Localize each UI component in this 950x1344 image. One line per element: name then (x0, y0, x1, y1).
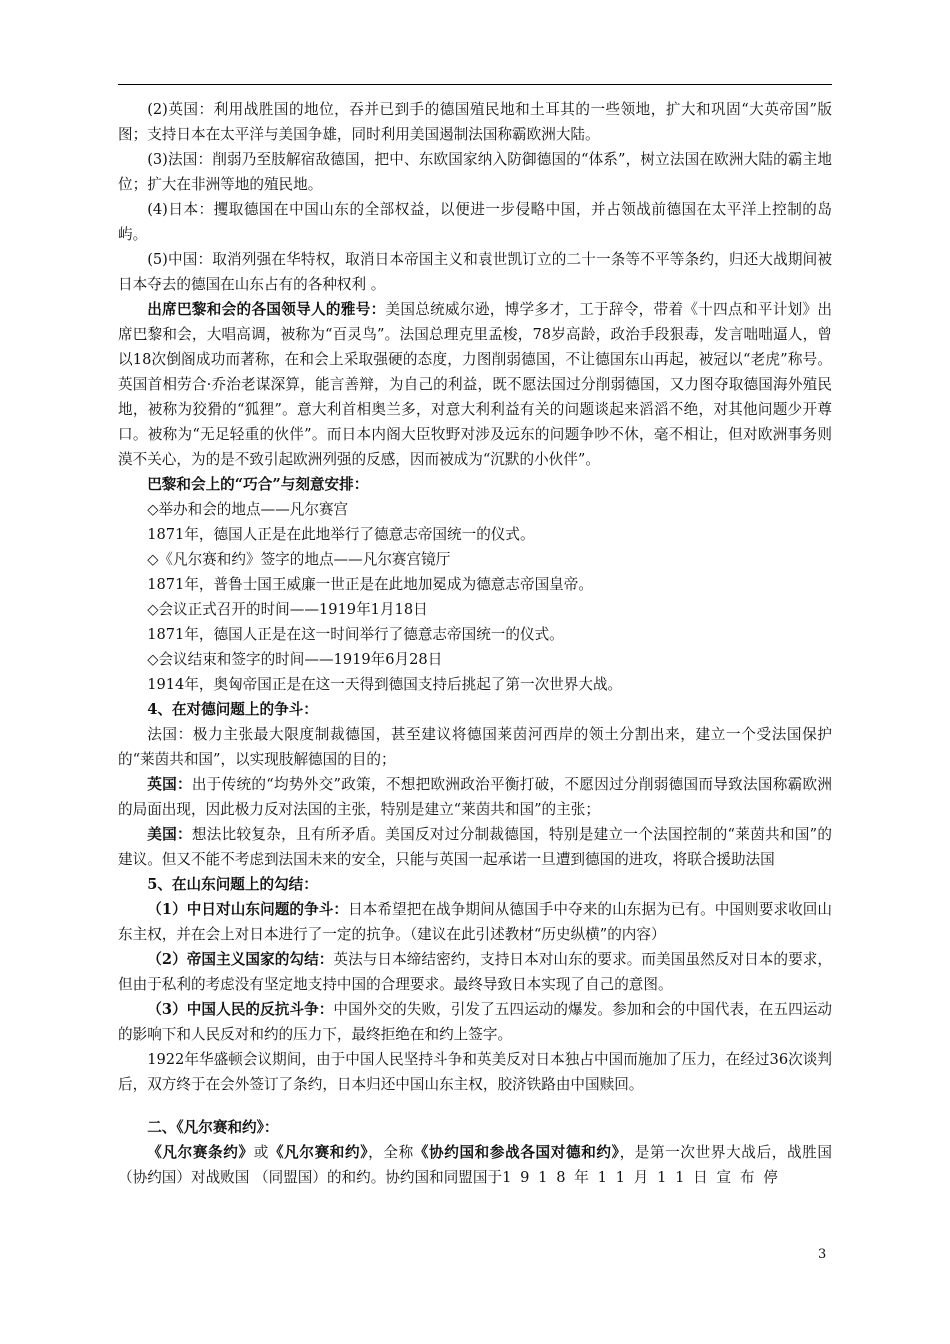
paragraph-text: ◇会议正式召开的时间——1919年1月18日 (147, 601, 428, 618)
paragraph-lead: 出席巴黎和会的各国领导人的雅号： (147, 301, 386, 318)
paragraph (118, 97, 832, 147)
paragraph-lead: 美国： (147, 826, 192, 843)
paragraph-lead: 英国： (147, 776, 192, 793)
paragraph-text: (2)英国：利用战胜国的地位，吞并已到手的德国殖民地和土耳其的一些领地，扩大和巩固“大英帝国”版图；支持日本在太平洋与美国争雄，同时利用美国遏制法国称霸欧洲大陆。 (118, 101, 832, 143)
paragraph-text: (5)中国：取消列强在华特权，取消日本帝国主义和袁世凯订立的二十一条等不平等条约，归还大战期间被日本夺去的德国在山东占有的各种权利 。 (118, 251, 832, 293)
paragraph (118, 772, 832, 822)
paragraph-lead: 巴黎和会上的“巧合”与刻意安排： (147, 476, 369, 493)
header-rule (118, 84, 832, 85)
paragraph-text: 想法比较复杂，且有所矛盾。美国反对过分制裁德国，特别是建立一个法国控制的“莱茵共和国”的建议。但又不能不考虑到法国未来的安全，只能与英国一起承诺一旦遭到德国的进攻，将联合援助法国 (118, 826, 832, 868)
paragraph (118, 197, 832, 247)
paragraph (118, 497, 832, 522)
document-body (118, 97, 832, 1190)
paragraph (118, 297, 832, 472)
paragraph (118, 1047, 832, 1097)
paragraph (118, 572, 832, 597)
paragraph (118, 247, 832, 297)
paragraph-text: 法国：极力主张最大限度制裁德国，甚至建议将德国莱茵河西岸的领土分割出来，建立一个受法国保护的“莱茵共和国”，以实现肢解德国的目的； (118, 726, 832, 768)
title-1: 《凡尔赛条约》 (147, 1144, 254, 1161)
paragraph (118, 872, 832, 897)
paragraph-text: (4)日本：攫取德国在中国山东的全部权益，以便进一步侵略中国，并占领战前德国在太平洋上控制的岛屿。 (118, 201, 832, 243)
paragraph (118, 522, 832, 547)
paragraph-text: 日本希望把在战争期间从德国手中夺来的山东据为已有。中国则要求收回山东主权，并在会上对日本进行了一定的抗争。（建议在此引述教材“历史纵横”的内容） (118, 901, 832, 943)
paragraph-text: ◇会议结束和签字的时间——1919年6月28日 (147, 651, 443, 668)
paragraph-lead: （3）中国人民的反抗斗争： (147, 1001, 334, 1018)
section2-date-text: 1918年11月11日宣布停 (502, 1169, 787, 1186)
paragraph-lead: （1）中日对山东问题的争斗： (147, 901, 349, 918)
paragraph (118, 947, 832, 997)
section2-text: ，是第一次世界大战后，战胜国 （协约国）对战败国 （同盟国）的和约。协约国和同盟国于 (118, 1144, 832, 1186)
paragraph-text: 1871年，普鲁士国王威廉一世正是在此地加冕成为德意志帝国皇帝。 (147, 576, 593, 593)
paragraph (118, 722, 832, 772)
paragraph (118, 822, 832, 872)
paragraph (118, 547, 832, 572)
paragraph-text: 英法与日本缔结密约，支持日本对山东的要求。而美国虽然反对日本的要求，但由于私利的考虑没有坚定地支持中国的合理要求。最终导致日本实现了自己的意图。 (118, 951, 833, 993)
connector-2: ，全称 (368, 1144, 414, 1161)
paragraph-text: 出于传统的“均势外交”政策，不想把欧洲政治平衡打破，不愿因过分削弱德国而导致法国称霸欧洲的局面出现，因此极力反对法国的主张，特别是建立“莱茵共和国”的主张； (118, 776, 832, 818)
title-3: 《协约国和参战各国对德和约》 (413, 1144, 620, 1161)
paragraph (118, 997, 832, 1047)
title-2: 《凡尔赛和约》 (268, 1144, 369, 1161)
paragraph-text: 中国外交的失败，引发了五四运动的爆发。参加和会的中国代表，在五四运动的影响下和人民反对和约的压力下，最终拒绝在和约上签字。 (118, 1001, 833, 1043)
paragraph (118, 597, 832, 622)
paragraph (118, 647, 832, 672)
connector-1: 或 (253, 1144, 269, 1161)
paragraph (118, 897, 832, 947)
section-heading: 二、《凡尔赛和约》： (147, 1119, 279, 1136)
paragraph-lead: 5、在山东问题上的勾结： (147, 876, 318, 893)
paragraph (118, 147, 832, 197)
paragraph (118, 697, 832, 722)
paragraph-text: ◇《凡尔赛和约》签字的地点——凡尔赛宫镜厅 (147, 551, 451, 568)
paragraph-text: 1922年华盛顿会议期间，由于中国人民坚持斗争和英美反对日本独占中国而施加了压力，在经过36次谈判后，双方终于在会外签订了条约，日本归还中国山东主权，胶济铁路由中国赎回。 (118, 1051, 832, 1093)
paragraph-text: (3)法国：削弱乃至肢解宿敌德国，把中、东欧国家纳入防御德国的“体系”，树立法国在欧洲大陆的霸主地位；扩大在非洲等地的殖民地。 (118, 151, 832, 193)
paragraph-text: 1871年，德国人正是在这一时间举行了德意志帝国统一的仪式。 (147, 626, 564, 643)
paragraph (118, 622, 832, 647)
page-number: 3 (818, 1247, 827, 1262)
paragraph-text: ◇举办和会的地点——凡尔赛宫 (147, 501, 349, 518)
section2-intro (118, 1140, 832, 1190)
section-gap (118, 1097, 832, 1115)
paragraph-lead: 4、在对德问题上的争斗： (147, 701, 318, 718)
paragraph-lead: （2）帝国主义国家的勾结： (147, 951, 334, 968)
paragraph (118, 472, 832, 497)
paragraph-text: 美国总统威尔逊，博学多才，工于辞令，带着《十四点和平计划》出席巴黎和会，大唱高调，被称为“百灵鸟”。法国总理克里孟梭，78岁高龄，政治手段狠毒，发言咄咄逼人，曾以18次倒阁成功而著称，在和会上采取强硬的态度，力图削弱德国，不让德国东山再起，被冠以“老虎”称号。英国首相劳合·乔治老谋深算，能言善辩，为自己的利益，既不愿法国过分削弱德国，又力图夺取德国海外殖民地，被称为狡猾的“狐狸”。意大利首相奥兰多，对意大利利益有关的问题谈起来滔滔不绝，对其他问题少开尊口。被称为“无足轻重的伙伴”。而日本内阁大臣牧野对涉及远东的问题争吵不休，毫不相让，但对欧洲事务则漠不关心，为的是不致引起欧洲列强的反感，因而被成为“沉默的小伙伴”。 (118, 301, 832, 468)
paragraph-text: 1871年，德国人正是在此地举行了德意志帝国统一的仪式。 (147, 526, 535, 543)
paragraph (118, 672, 832, 697)
paragraph-text: 1914年，奥匈帝国正是在这一天得到德国支持后挑起了第一次世界大战。 (147, 676, 623, 693)
paragraph-list (118, 97, 832, 1097)
